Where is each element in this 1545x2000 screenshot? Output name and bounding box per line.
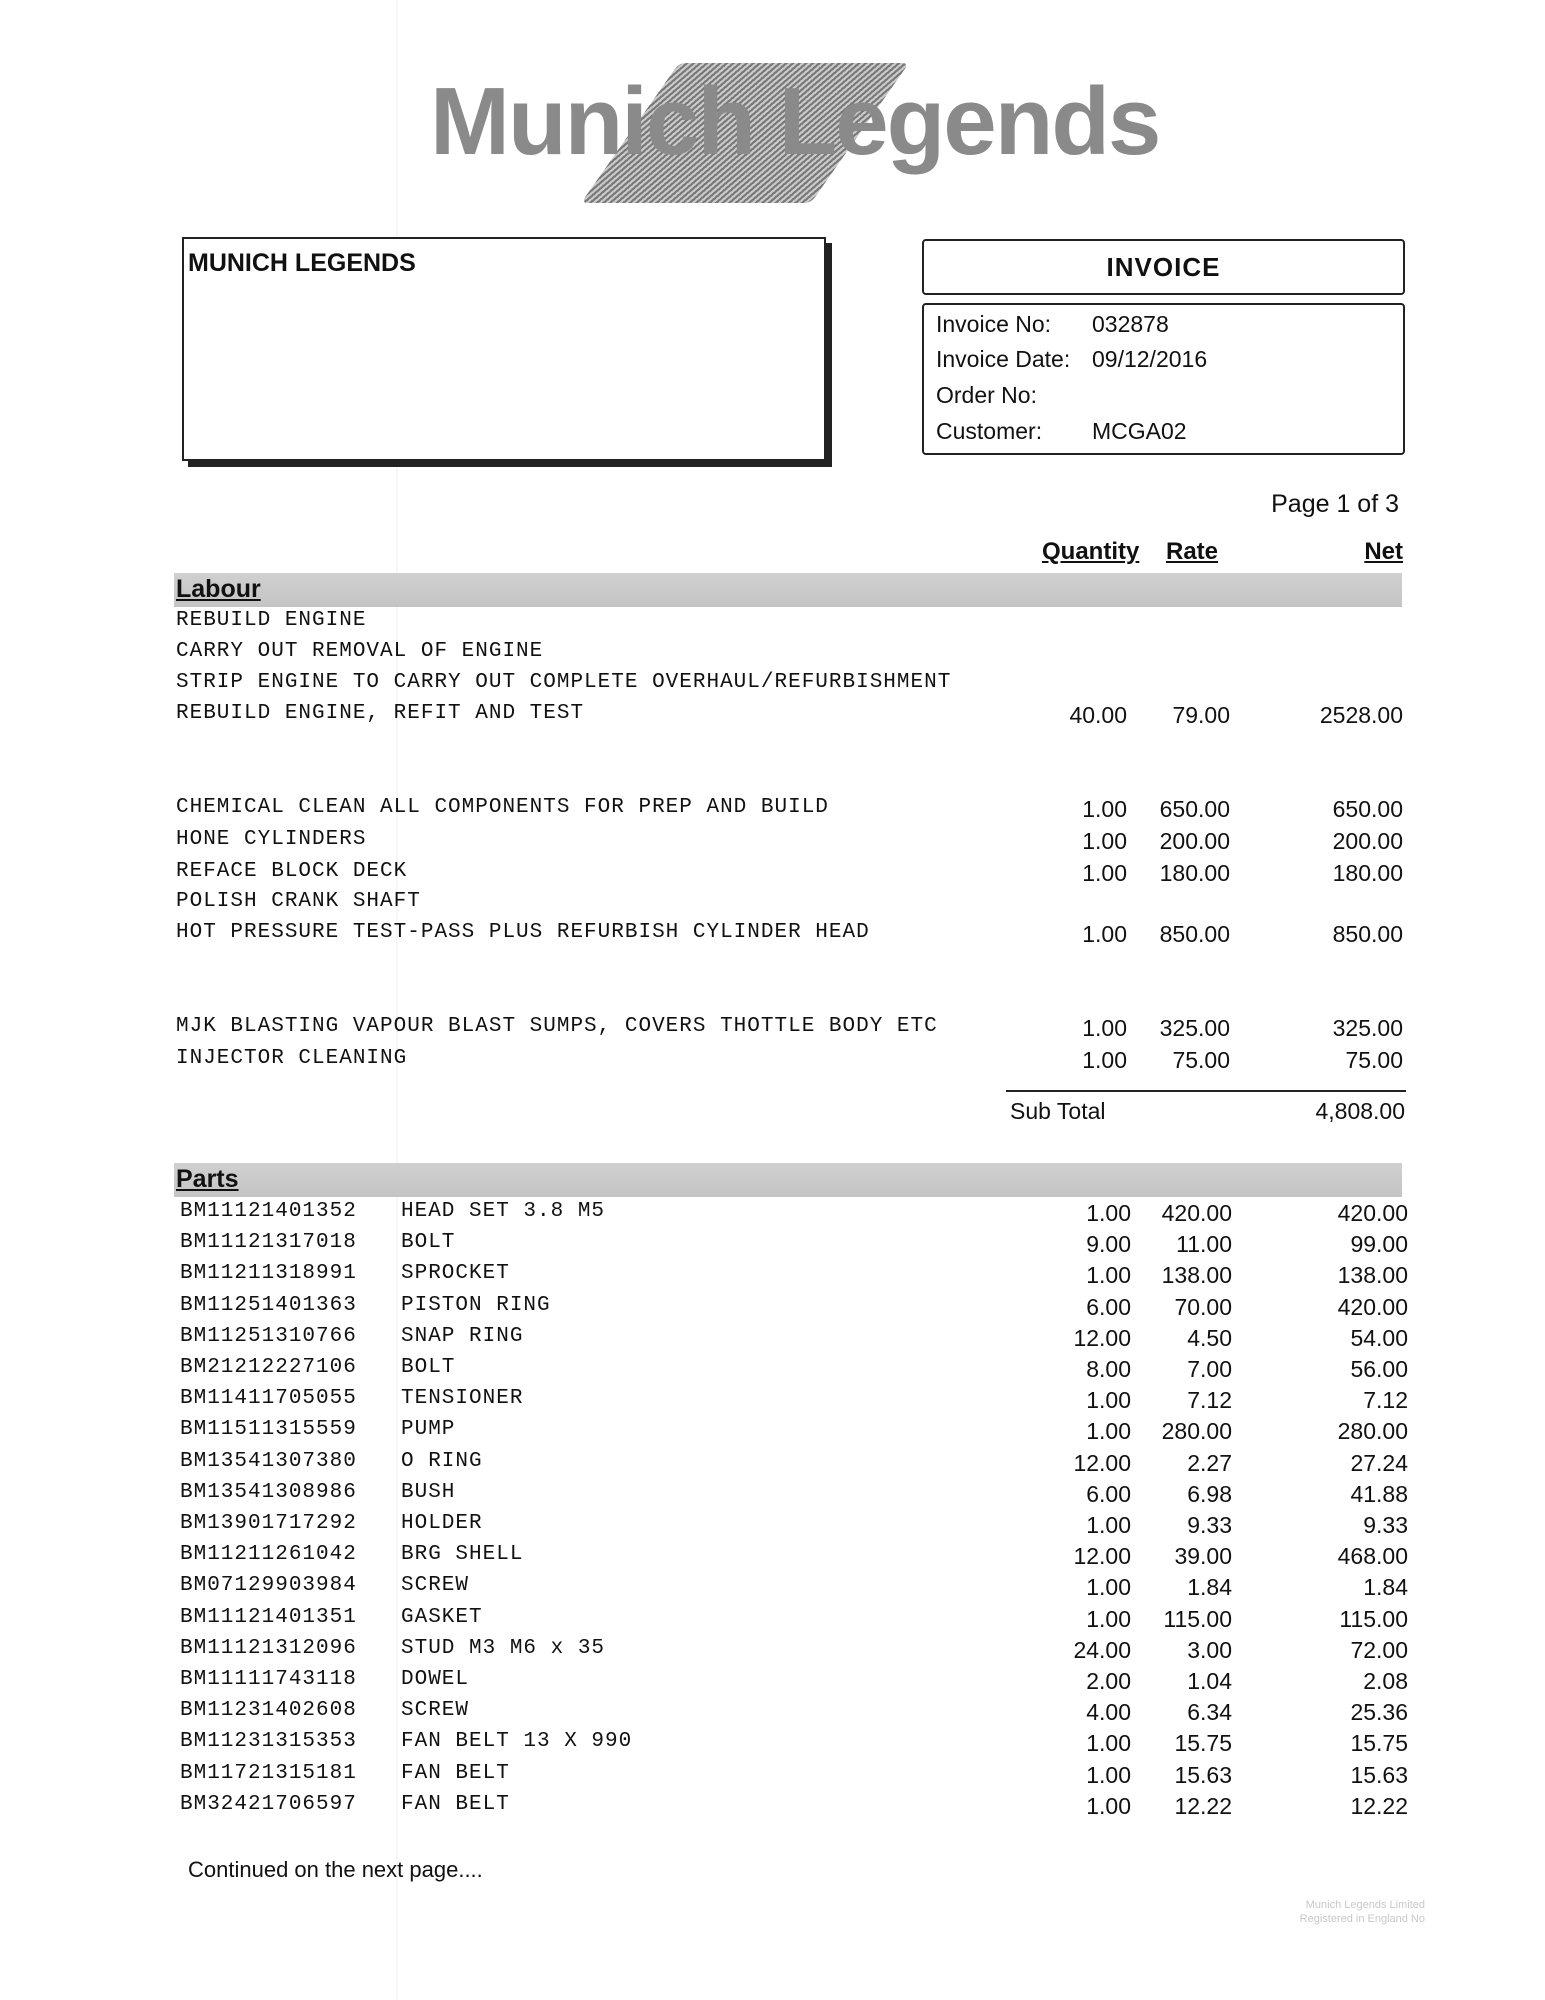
part-code: BM13901717292: [180, 1512, 357, 1535]
labour-line-net: 650.00: [1332, 796, 1403, 822]
part-code: BM21212227106: [180, 1356, 357, 1379]
invoice-title: INVOICE: [922, 239, 1405, 295]
quantity-column-header: Quantity: [1042, 538, 1140, 565]
part-qty: 1.00: [1086, 1262, 1131, 1288]
part-description: HEAD SET 3.8 M5: [401, 1200, 606, 1223]
labour-line-rate: 79.00: [1172, 702, 1230, 728]
part-rate: 70.00: [1174, 1294, 1232, 1320]
parts-section-bar: [174, 1163, 1402, 1197]
part-rate: 7.12: [1187, 1387, 1232, 1413]
part-description: FAN BELT: [401, 1793, 510, 1816]
part-net: 9.33: [1363, 1512, 1408, 1538]
part-qty: 2.00: [1086, 1668, 1131, 1694]
labour-line-desc: CHEMICAL CLEAN ALL COMPONENTS FOR PREP AND BUILD: [176, 796, 829, 819]
part-qty: 1.00: [1086, 1387, 1131, 1413]
labour-line-desc: REBUILD ENGINE: [176, 609, 367, 632]
part-net: 115.00: [1339, 1606, 1408, 1632]
subtotal-rule: [1006, 1090, 1406, 1092]
part-code: BM11121401351: [180, 1606, 357, 1629]
company-logo: [420, 55, 1160, 205]
labour-line-rate: 325.00: [1159, 1015, 1230, 1041]
part-qty: 9.00: [1086, 1231, 1131, 1257]
part-description: SPROCKET: [401, 1262, 510, 1285]
part-description: STUD M3 M6 x 35: [401, 1637, 606, 1660]
labour-line-qty: 1.00: [1082, 1047, 1127, 1073]
part-net: 12.22: [1350, 1793, 1408, 1819]
part-code: BM07129903984: [180, 1574, 357, 1597]
part-rate: 15.75: [1174, 1730, 1232, 1756]
labour-line-qty: 40.00: [1069, 702, 1127, 728]
footer-company-info: [1300, 1898, 1425, 1926]
part-qty: 1.00: [1086, 1793, 1131, 1819]
part-net: 25.36: [1350, 1699, 1408, 1725]
part-qty: 1.00: [1086, 1200, 1131, 1226]
part-qty: 6.00: [1086, 1294, 1131, 1320]
parts-heading: Parts: [176, 1165, 239, 1193]
part-rate: 1.84: [1187, 1574, 1232, 1600]
invoice-no-label: Invoice No:: [936, 311, 1052, 337]
part-code: BM11121401352: [180, 1200, 357, 1223]
part-rate: 280.00: [1161, 1418, 1232, 1444]
part-qty: 12.00: [1073, 1543, 1131, 1569]
subtotal-value: 4,808.00: [1315, 1098, 1405, 1124]
part-qty: 6.00: [1086, 1481, 1131, 1507]
part-net: 72.00: [1350, 1637, 1408, 1663]
part-qty: 1.00: [1086, 1606, 1131, 1632]
part-description: TENSIONER: [401, 1387, 524, 1410]
part-code: BM11511315559: [180, 1418, 357, 1441]
part-rate: 115.00: [1163, 1606, 1232, 1632]
footer-line-1: Munich Legends Limited: [1305, 1899, 1425, 1911]
part-net: 468.00: [1337, 1543, 1408, 1569]
part-net: 280.00: [1337, 1418, 1408, 1444]
part-net: 15.63: [1350, 1762, 1408, 1788]
part-rate: 2.27: [1187, 1450, 1232, 1476]
part-code: BM13541307380: [180, 1450, 357, 1473]
part-code: BM11721315181: [180, 1762, 357, 1785]
part-description: BUSH: [401, 1481, 456, 1504]
labour-heading: Labour: [176, 575, 261, 603]
part-description: O RING: [401, 1450, 483, 1473]
invoice-details: [922, 303, 1405, 455]
footer-line-2: Registered in England No: [1299, 1913, 1425, 1925]
subtotal-label: Sub Total: [1010, 1098, 1106, 1124]
part-description: PUMP: [401, 1418, 456, 1441]
part-code: BM11411705055: [180, 1387, 357, 1410]
labour-line-rate: 650.00: [1159, 796, 1230, 822]
labour-line-desc: HOT PRESSURE TEST-PASS PLUS REFURBISH CYLINDER HEAD: [176, 921, 870, 944]
page-number: Page 1 of 3: [1271, 490, 1399, 518]
part-net: 1.84: [1363, 1574, 1408, 1600]
part-qty: 24.00: [1073, 1637, 1131, 1663]
labour-line-desc: INJECTOR CLEANING: [176, 1047, 408, 1070]
invoice-date-label: Invoice Date:: [936, 346, 1071, 372]
labour-line-qty: 1.00: [1082, 860, 1127, 886]
labour-line-desc: MJK BLASTING VAPOUR BLAST SUMPS, COVERS THOTTLE BODY ETC: [176, 1015, 938, 1038]
part-rate: 420.00: [1161, 1200, 1232, 1226]
part-qty: 1.00: [1086, 1730, 1131, 1756]
part-rate: 9.33: [1187, 1512, 1232, 1538]
part-rate: 6.34: [1187, 1699, 1232, 1725]
continued-note: Continued on the next page....: [188, 1857, 483, 1882]
rate-column-header: Rate: [1166, 538, 1219, 565]
part-code: BM32421706597: [180, 1793, 357, 1816]
part-description: SCREW: [401, 1699, 470, 1722]
labour-line-net: 75.00: [1345, 1047, 1403, 1073]
part-description: BOLT: [401, 1356, 456, 1379]
part-description: SNAP RING: [401, 1325, 524, 1348]
part-description: GASKET: [401, 1606, 483, 1629]
labour-line-qty: 1.00: [1082, 796, 1127, 822]
part-description: FAN BELT 13 X 990: [401, 1730, 633, 1753]
part-net: 420.00: [1337, 1294, 1408, 1320]
part-qty: 12.00: [1073, 1325, 1131, 1351]
part-rate: 15.63: [1174, 1762, 1232, 1788]
labour-line-net: 325.00: [1332, 1015, 1403, 1041]
part-code: BM11111743118: [180, 1668, 357, 1691]
part-code: BM11211261042: [180, 1543, 357, 1566]
part-net: 41.88: [1350, 1481, 1408, 1507]
part-description: PISTON RING: [401, 1294, 551, 1317]
labour-line-rate: 75.00: [1172, 1047, 1230, 1073]
part-qty: 4.00: [1086, 1699, 1131, 1725]
company-name: MUNICH LEGENDS: [188, 249, 416, 277]
part-description: SCREW: [401, 1574, 470, 1597]
invoice-no-value: 032878: [1092, 311, 1169, 337]
part-net: 420.00: [1337, 1200, 1408, 1226]
labour-line-desc: CARRY OUT REMOVAL OF ENGINE: [176, 640, 544, 663]
part-net: 15.75: [1350, 1730, 1408, 1756]
part-code: BM11121317018: [180, 1231, 357, 1254]
part-qty: 8.00: [1086, 1356, 1131, 1382]
labour-line-desc: STRIP ENGINE TO CARRY OUT COMPLETE OVERHAUL/REFURBISHMENT: [176, 671, 952, 694]
labour-line-rate: 200.00: [1159, 828, 1230, 854]
part-qty: 1.00: [1086, 1762, 1131, 1788]
part-description: HOLDER: [401, 1512, 483, 1535]
labour-line-rate: 850.00: [1159, 921, 1230, 947]
labour-line-net: 2528.00: [1319, 702, 1403, 728]
part-qty: 1.00: [1086, 1512, 1131, 1538]
part-code: BM13541308986: [180, 1481, 357, 1504]
labour-line-qty: 1.00: [1082, 1015, 1127, 1041]
part-rate: 4.50: [1187, 1325, 1232, 1351]
part-rate: 11.00: [1176, 1231, 1232, 1257]
part-rate: 6.98: [1187, 1481, 1232, 1507]
labour-line-qty: 1.00: [1082, 921, 1127, 947]
invoice-date-value: 09/12/2016: [1092, 346, 1208, 372]
part-rate: 1.04: [1187, 1668, 1232, 1694]
part-code: BM11121312096: [180, 1637, 357, 1660]
customer-value: MCGA02: [1092, 418, 1187, 444]
part-code: BM11251310766: [180, 1325, 357, 1348]
part-code: BM11211318991: [180, 1262, 357, 1285]
part-rate: 138.00: [1161, 1262, 1232, 1288]
part-code: BM11231402608: [180, 1699, 357, 1722]
part-description: DOWEL: [401, 1668, 470, 1691]
labour-line-net: 850.00: [1332, 921, 1403, 947]
order-no-label: Order No:: [936, 382, 1037, 408]
part-code: BM11251401363: [180, 1294, 357, 1317]
labour-section-bar: [174, 573, 1402, 607]
part-net: 54.00: [1350, 1325, 1408, 1351]
customer-label: Customer:: [936, 418, 1043, 444]
part-net: 27.24: [1350, 1450, 1408, 1476]
labour-line-desc: HONE CYLINDERS: [176, 828, 367, 851]
part-rate: 7.00: [1187, 1356, 1232, 1382]
labour-line-rate: 180.00: [1159, 860, 1230, 886]
part-description: BRG SHELL: [401, 1543, 524, 1566]
part-qty: 12.00: [1073, 1450, 1131, 1476]
labour-line-net: 180.00: [1332, 860, 1403, 886]
part-description: BOLT: [401, 1231, 456, 1254]
labour-line-desc: REBUILD ENGINE, REFIT AND TEST: [176, 702, 585, 725]
part-qty: 1.00: [1086, 1418, 1131, 1444]
part-net: 7.12: [1363, 1387, 1408, 1413]
net-column-header: Net: [1364, 538, 1403, 565]
labour-line-desc: REFACE BLOCK DECK: [176, 860, 408, 883]
logo-text: Munich Legends: [430, 68, 1160, 175]
part-rate: 3.00: [1187, 1637, 1232, 1663]
part-qty: 1.00: [1086, 1574, 1131, 1600]
part-rate: 39.00: [1174, 1543, 1232, 1569]
address-box: [182, 237, 826, 461]
part-code: BM11231315353: [180, 1730, 357, 1753]
labour-line-qty: 1.00: [1082, 828, 1127, 854]
part-net: 138.00: [1337, 1262, 1408, 1288]
part-rate: 12.22: [1174, 1793, 1232, 1819]
part-net: 99.00: [1350, 1231, 1408, 1257]
part-description: FAN BELT: [401, 1762, 510, 1785]
labour-line-net: 200.00: [1332, 828, 1403, 854]
part-net: 56.00: [1350, 1356, 1408, 1382]
part-net: 2.08: [1363, 1668, 1408, 1694]
labour-line-desc: POLISH CRANK SHAFT: [176, 890, 421, 913]
